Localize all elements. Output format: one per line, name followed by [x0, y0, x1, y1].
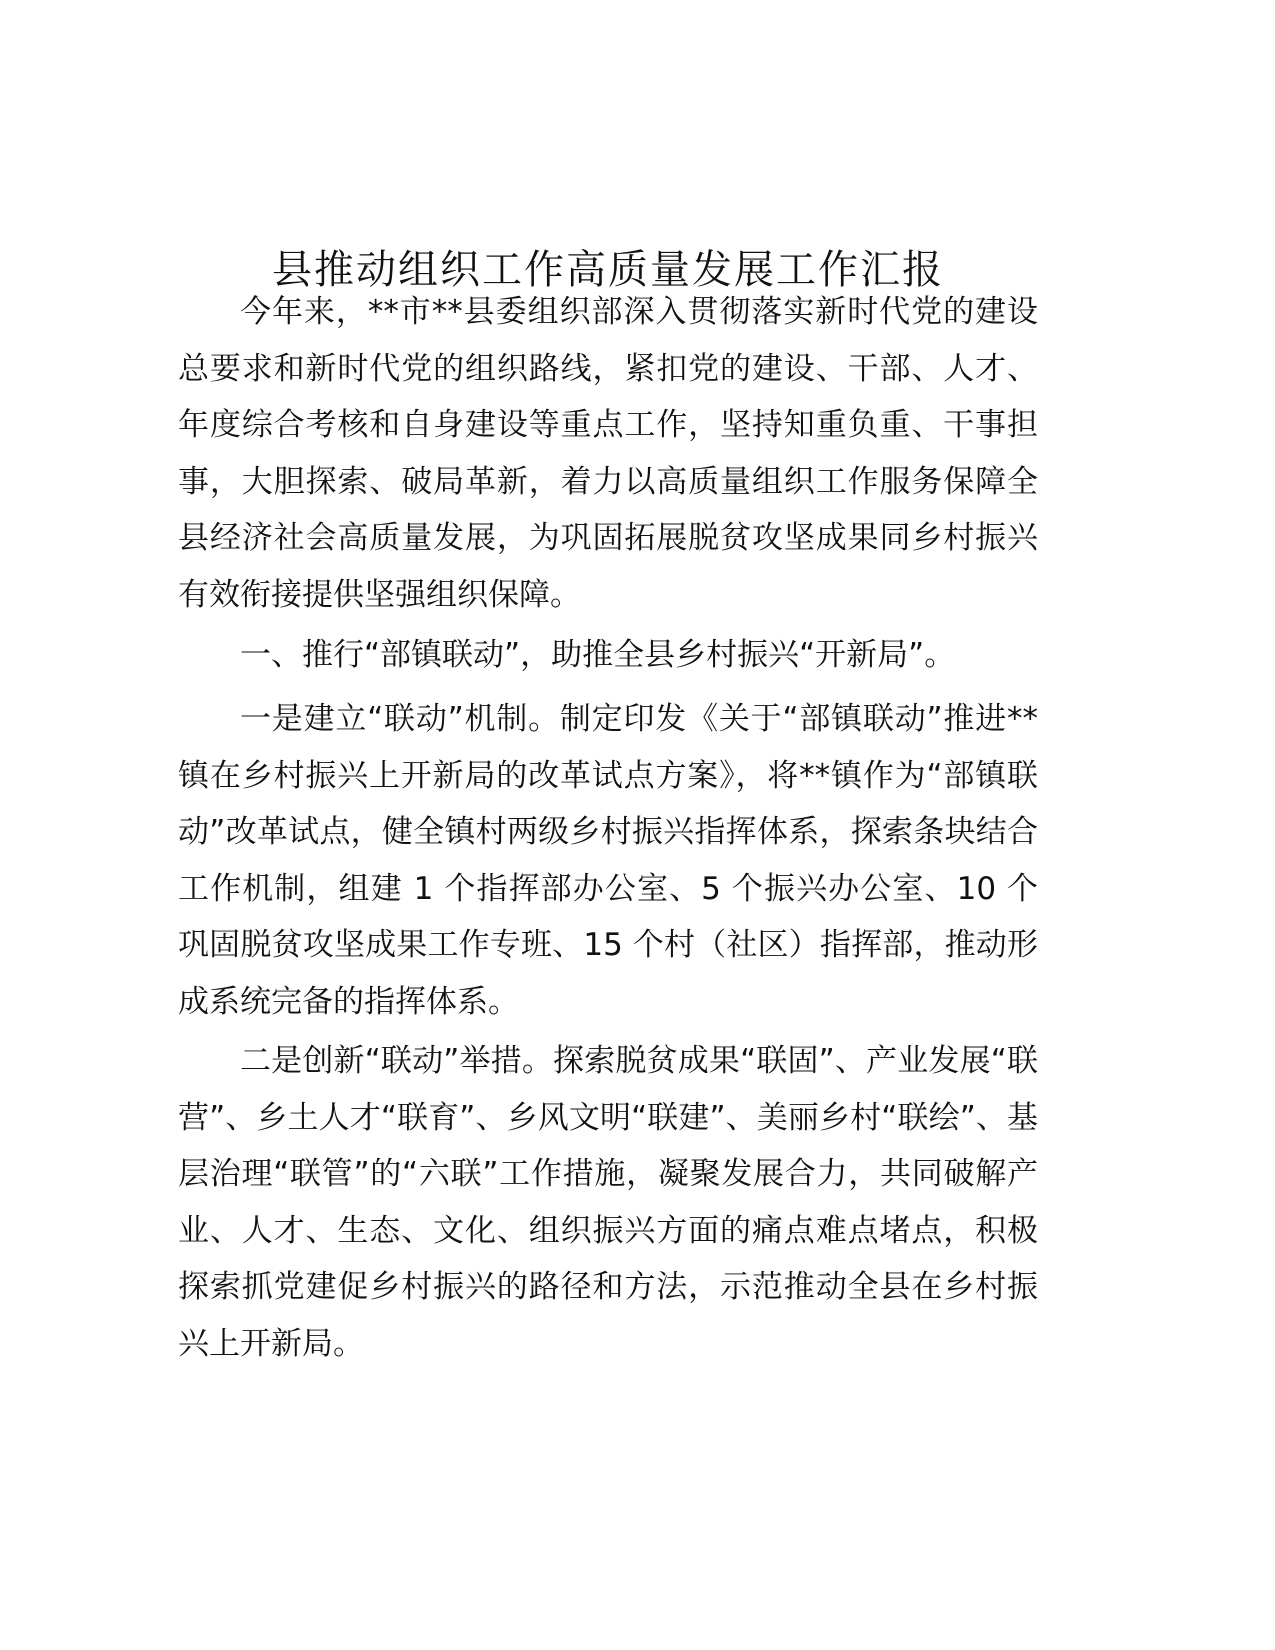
body-paragraph: 一是建立“联动”机制。制定印发《关于“部镇联动”推进**镇在乡村振兴上开新局的改革试点方案》，将**镇作为“部镇联动”改革试点，健全镇村两级乡村振兴指挥体系，探索条块结合工作机制，组建 1 个指挥部办公室、5 个振兴办公室、10 个巩固脱贫攻坚成果工作专班、15 个村（社区）指挥部，推动形成系统完备的指挥体系。: [178, 701, 1038, 1020]
document-title: 县推动组织工作高质量发展工作汇报: [272, 246, 944, 293]
section-heading: 一、推行“部镇联动”，助推全县乡村振兴“开新局”。: [240, 637, 956, 673]
body-paragraph: 二是创新“联动”举措。探索脱贫成果“联固”、产业发展“联营”、乡土人才“联育”、乡风文明“联建”、美丽乡村“联绘”、基层治理“联管”的“六联”工作措施，凝聚发展合力，共同破解产业、人才、生态、文化、组织振兴方面的痛点难点堵点，积极探索抓党建促乡村振兴的路径和方法，示范推动全县在乡村振兴上开新局。: [178, 1043, 1038, 1362]
intro-paragraph: 今年来，**市**县委组织部深入贯彻落实新时代党的建设总要求和新时代党的组织路线，紧扣党的建设、干部、人才、年度综合考核和自身建设等重点工作，坚持知重负重、干事担事，大胆探索、破局革新，着力以高质量组织工作服务保障全县经济社会高质量发展，为巩固拓展脱贫攻坚成果同乡村振兴有效衔接提供坚强组织保障。: [178, 294, 1038, 613]
